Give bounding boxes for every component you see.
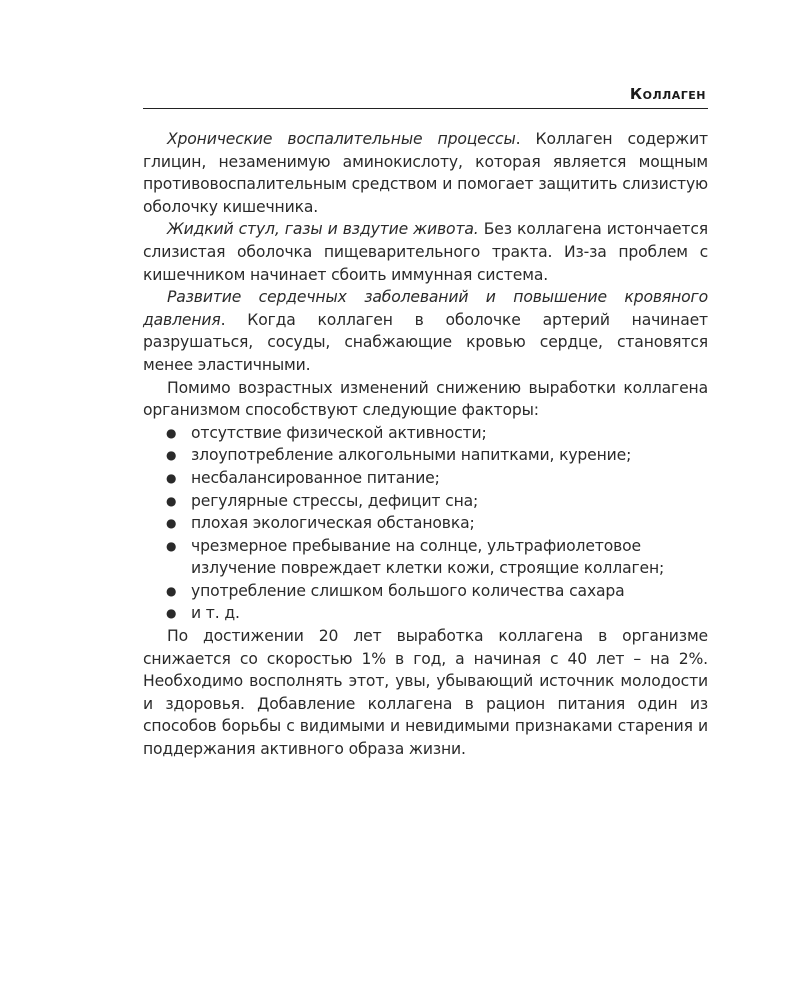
list-item-text: употребление слишком большого количества сахара — [191, 581, 625, 600]
header-rule — [143, 108, 708, 109]
paragraph-lead: Развитие сердечных заболеваний и повышение кровяного давления — [143, 288, 708, 329]
paragraph-factors-intro — [143, 377, 708, 422]
paragraph-digestion — [143, 218, 708, 286]
paragraph-lead: Жидкий стул, газы и вздутие живота. — [167, 220, 479, 239]
list-item — [143, 602, 708, 625]
list-item — [143, 580, 708, 603]
bullet-icon: ● — [166, 425, 177, 440]
paragraph-text: Помимо возрастных изменений снижению выработки коллагена организмом способствуют следующие факторы: — [143, 378, 708, 420]
paragraph-text: Без коллагена истончается слизистая оболочка пищеварительного тракта. Из-за проблем с кишечником начинает сбоить иммунная система. — [143, 220, 709, 284]
list-item-text: регулярные стрессы, дефицит сна; — [191, 491, 479, 510]
bullet-icon: ● — [166, 606, 177, 621]
bullet-icon: ● — [166, 448, 177, 463]
paragraph-text: . Когда коллаген в оболочке артерий начинает разрушаться, сосуды, снабжающие кровью сердце, становятся менее эластичными. — [143, 310, 708, 374]
list-item — [143, 444, 708, 467]
list-item-text: и т. д. — [191, 604, 240, 623]
page-body — [143, 128, 708, 761]
list-item-text: несбалансированное питание; — [191, 468, 440, 487]
paragraph-conclusion — [143, 625, 708, 761]
bullet-icon: ● — [166, 470, 177, 485]
paragraph-text: По достижении 20 лет выработка коллагена в организме снижается со скоростью 1% в год, а начиная с 40 лет – на 2%. Необходимо восполнять этот, увы, убывающий источник молодости и здоровья. Добавление коллагена в рацион питания один из способов борьбы с видимыми и невидимыми признаками старения и поддержания активного образа жизни. — [143, 627, 708, 759]
list-item — [143, 490, 708, 513]
paragraph-lead: Хронические воспалительные процессы — [167, 130, 516, 148]
book-page — [143, 84, 708, 761]
paragraph-heart — [143, 286, 708, 376]
bullet-icon: ● — [166, 583, 177, 598]
paragraph-inflammation — [143, 128, 708, 218]
list-item — [143, 535, 708, 580]
list-item-text: плохая экологическая обстановка; — [191, 514, 475, 533]
bullet-icon: ● — [166, 516, 177, 531]
list-item-text: чрезмерное пребывание на солнце, ультрафиолетовое излучение повреждает клетки кожи, строящие коллаген; — [191, 536, 665, 578]
paragraph-text: . Коллаген содержит глицин, незаменимую аминокислоту, которая является мощным противовоспалительным средством и помогает защитить слизистую оболочку кишечника. — [143, 130, 708, 216]
factors-list — [143, 422, 708, 625]
running-header: Коллаген — [629, 85, 706, 103]
bullet-icon: ● — [166, 538, 177, 553]
list-item — [143, 512, 708, 535]
bullet-icon: ● — [166, 493, 177, 508]
list-item-text: отсутствие физической активности; — [191, 423, 487, 442]
list-item — [143, 467, 708, 490]
list-item-text: злоупотребление алкогольными напитками, курение; — [191, 446, 632, 465]
list-item — [143, 422, 708, 445]
